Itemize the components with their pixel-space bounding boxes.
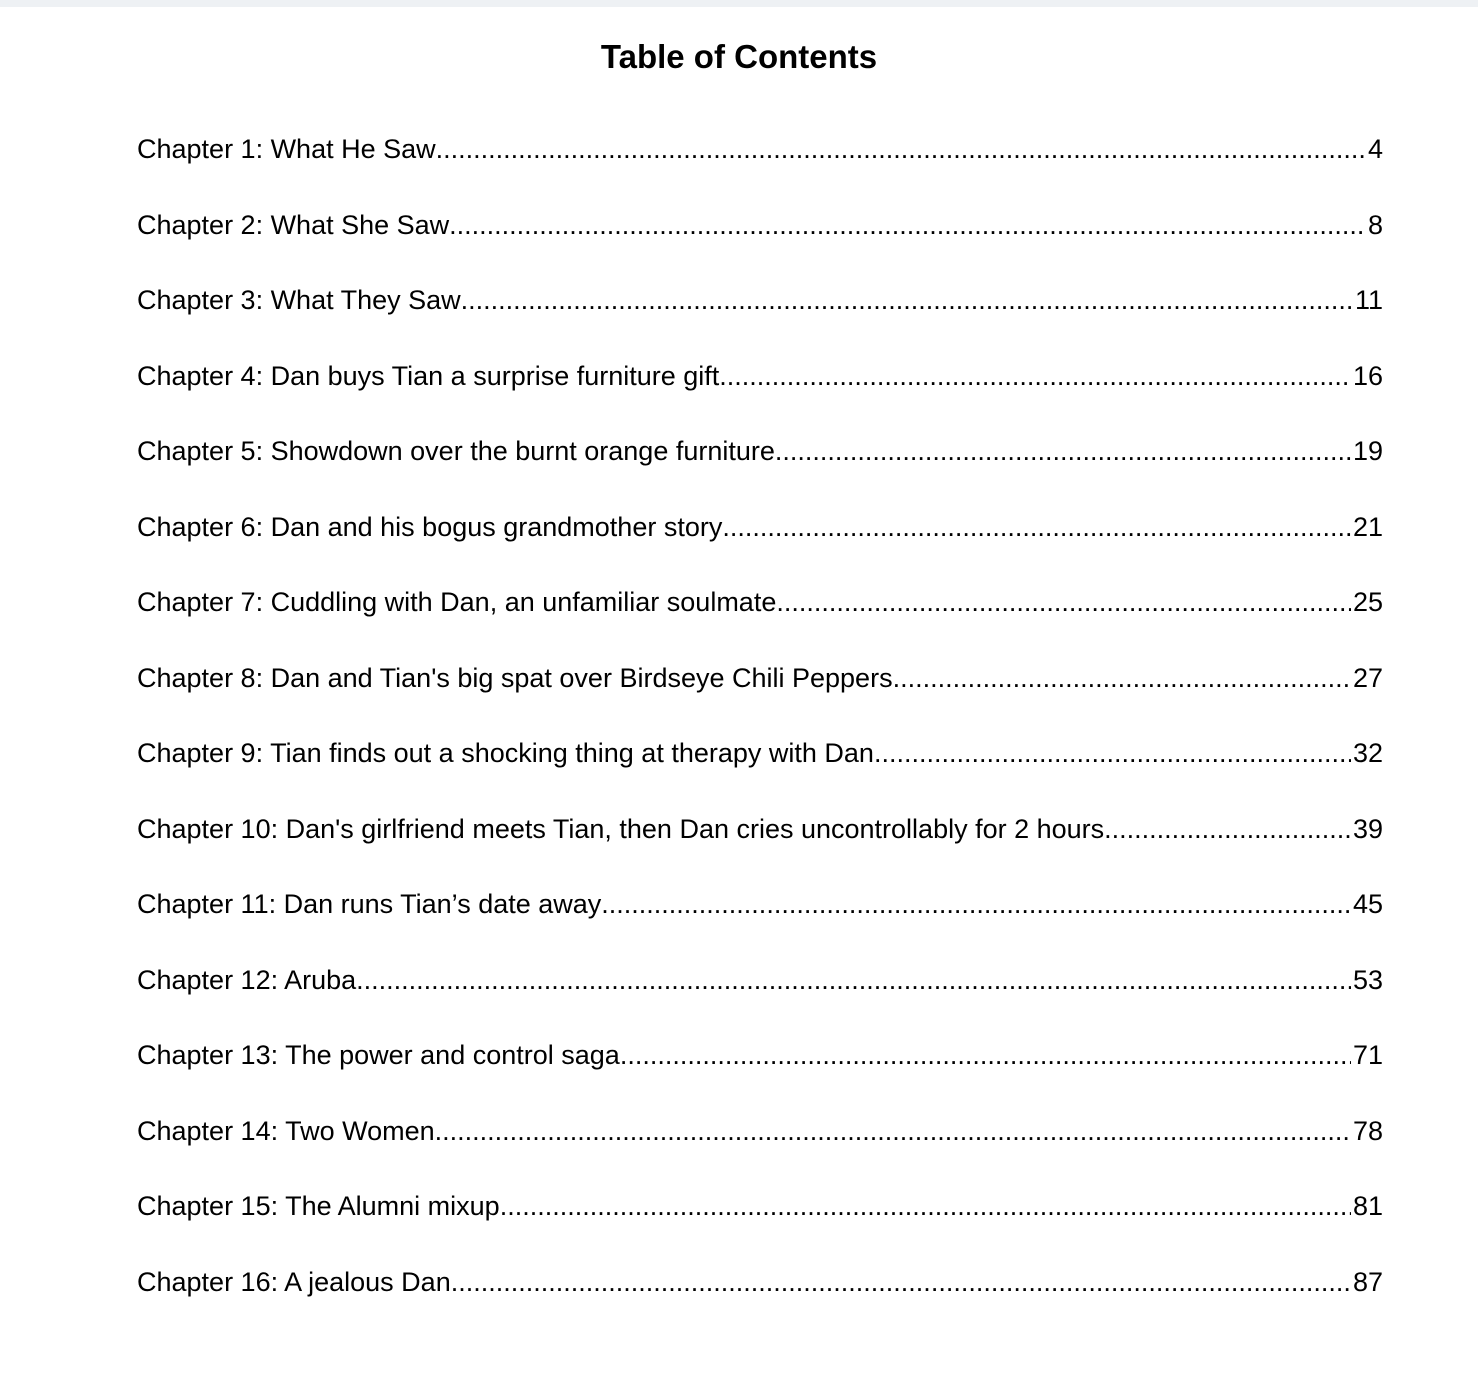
toc-dot-leader	[461, 282, 1353, 318]
toc-page-number: 19	[1352, 436, 1383, 466]
toc-dot-leader	[722, 509, 1351, 545]
toc-page-number: 53	[1352, 964, 1383, 995]
toc-dot-leader	[874, 735, 1351, 771]
toc-dot-leader	[620, 1037, 1351, 1073]
toc-dot-leader	[776, 584, 1351, 620]
toc-page-number: 81	[1352, 1191, 1383, 1221]
toc-entry-chapter-16[interactable]	[137, 1264, 1383, 1340]
toc-entry-chapter-6[interactable]	[137, 509, 1383, 585]
toc-entry-chapter-5[interactable]	[137, 433, 1383, 509]
toc-page-number: 78	[1352, 1115, 1383, 1146]
toc-entry-label: Chapter 11: Dan runs Tian’s date away	[137, 889, 602, 919]
toc-page-number: 27	[1352, 662, 1383, 693]
toc-entry-chapter-9[interactable]	[137, 735, 1383, 811]
toc-entry-label: Chapter 3: What They Saw	[137, 285, 461, 315]
toc-entry-chapter-12[interactable]	[137, 962, 1383, 1038]
page-title: Table of Contents	[600, 38, 878, 75]
toc-entry-label: Chapter 4: Dan buys Tian a surprise furniture gift	[137, 360, 720, 391]
toc-entry-chapter-13[interactable]	[137, 1037, 1383, 1113]
toc-entry-chapter-10[interactable]	[137, 811, 1383, 887]
toc-entry-label: Chapter 2: What She Saw	[137, 209, 450, 240]
toc-entry-label: Chapter 15: The Alumni mixup	[137, 1191, 500, 1221]
toc-page-number: 39	[1352, 813, 1383, 844]
toc-page-number: 45	[1352, 889, 1383, 919]
toc-entry-label: Chapter 10: Dan's girlfriend meets Tian, then Dan cries uncontrollably for 2 hours	[137, 813, 1105, 844]
toc-dot-leader	[500, 1188, 1351, 1224]
toc-entry-chapter-2[interactable]	[137, 207, 1383, 283]
toc-page-number: 16	[1352, 360, 1383, 391]
toc-dot-leader	[1104, 811, 1351, 847]
toc-entry-chapter-1[interactable]	[137, 131, 1383, 207]
toc-entry-label: Chapter 1: What He Saw	[137, 134, 436, 164]
toc-entry-chapter-4[interactable]	[137, 358, 1383, 434]
toc-page-number: 71	[1352, 1040, 1383, 1070]
toc-entry-chapter-8[interactable]	[137, 660, 1383, 736]
toc-page-number: 4	[1367, 134, 1383, 164]
toc-dot-leader	[601, 886, 1351, 922]
table-of-contents	[137, 131, 1383, 1339]
toc-page-number: 87	[1352, 1266, 1383, 1297]
toc-dot-leader	[356, 962, 1351, 998]
toc-dot-leader	[451, 1264, 1351, 1300]
toc-page-number: 21	[1352, 511, 1383, 542]
toc-entry-label: Chapter 7: Cuddling with Dan, an unfamiliar soulmate	[137, 587, 777, 617]
toc-entry-label: Chapter 13: The power and control saga	[137, 1040, 620, 1070]
document-page	[0, 7, 1478, 1387]
toc-dot-leader	[893, 660, 1351, 696]
toc-page-number: 8	[1367, 209, 1383, 240]
toc-page-number: 32	[1352, 738, 1383, 768]
toc-entry-label: Chapter 9: Tian finds out a shocking thing at therapy with Dan	[137, 738, 874, 768]
toc-page-number: 11	[1354, 285, 1383, 315]
toc-entry-label: Chapter 16: A jealous Dan	[137, 1266, 451, 1297]
toc-dot-leader	[449, 207, 1366, 243]
toc-entry-chapter-3[interactable]	[137, 282, 1383, 358]
toc-entry-chapter-11[interactable]	[137, 886, 1383, 962]
toc-entry-label: Chapter 12: Aruba	[137, 964, 357, 995]
toc-entry-label: Chapter 14: Two Women	[137, 1115, 435, 1146]
toc-dot-leader	[435, 1113, 1351, 1149]
toc-dot-leader	[719, 358, 1351, 394]
toc-dot-leader	[436, 131, 1366, 167]
toc-dot-leader	[775, 433, 1351, 469]
toc-entry-label: Chapter 8: Dan and Tian's big spat over Birdseye Chili Peppers	[137, 662, 893, 693]
toc-page-number: 25	[1352, 587, 1383, 617]
toc-entry-chapter-15[interactable]	[137, 1188, 1383, 1264]
toc-entry-label: Chapter 5: Showdown over the burnt orange furniture	[137, 436, 775, 466]
toc-entry-label: Chapter 6: Dan and his bogus grandmother story	[137, 511, 723, 542]
toc-entry-chapter-7[interactable]	[137, 584, 1383, 660]
toc-entry-chapter-14[interactable]	[137, 1113, 1383, 1189]
window-top-strip	[0, 0, 1478, 7]
